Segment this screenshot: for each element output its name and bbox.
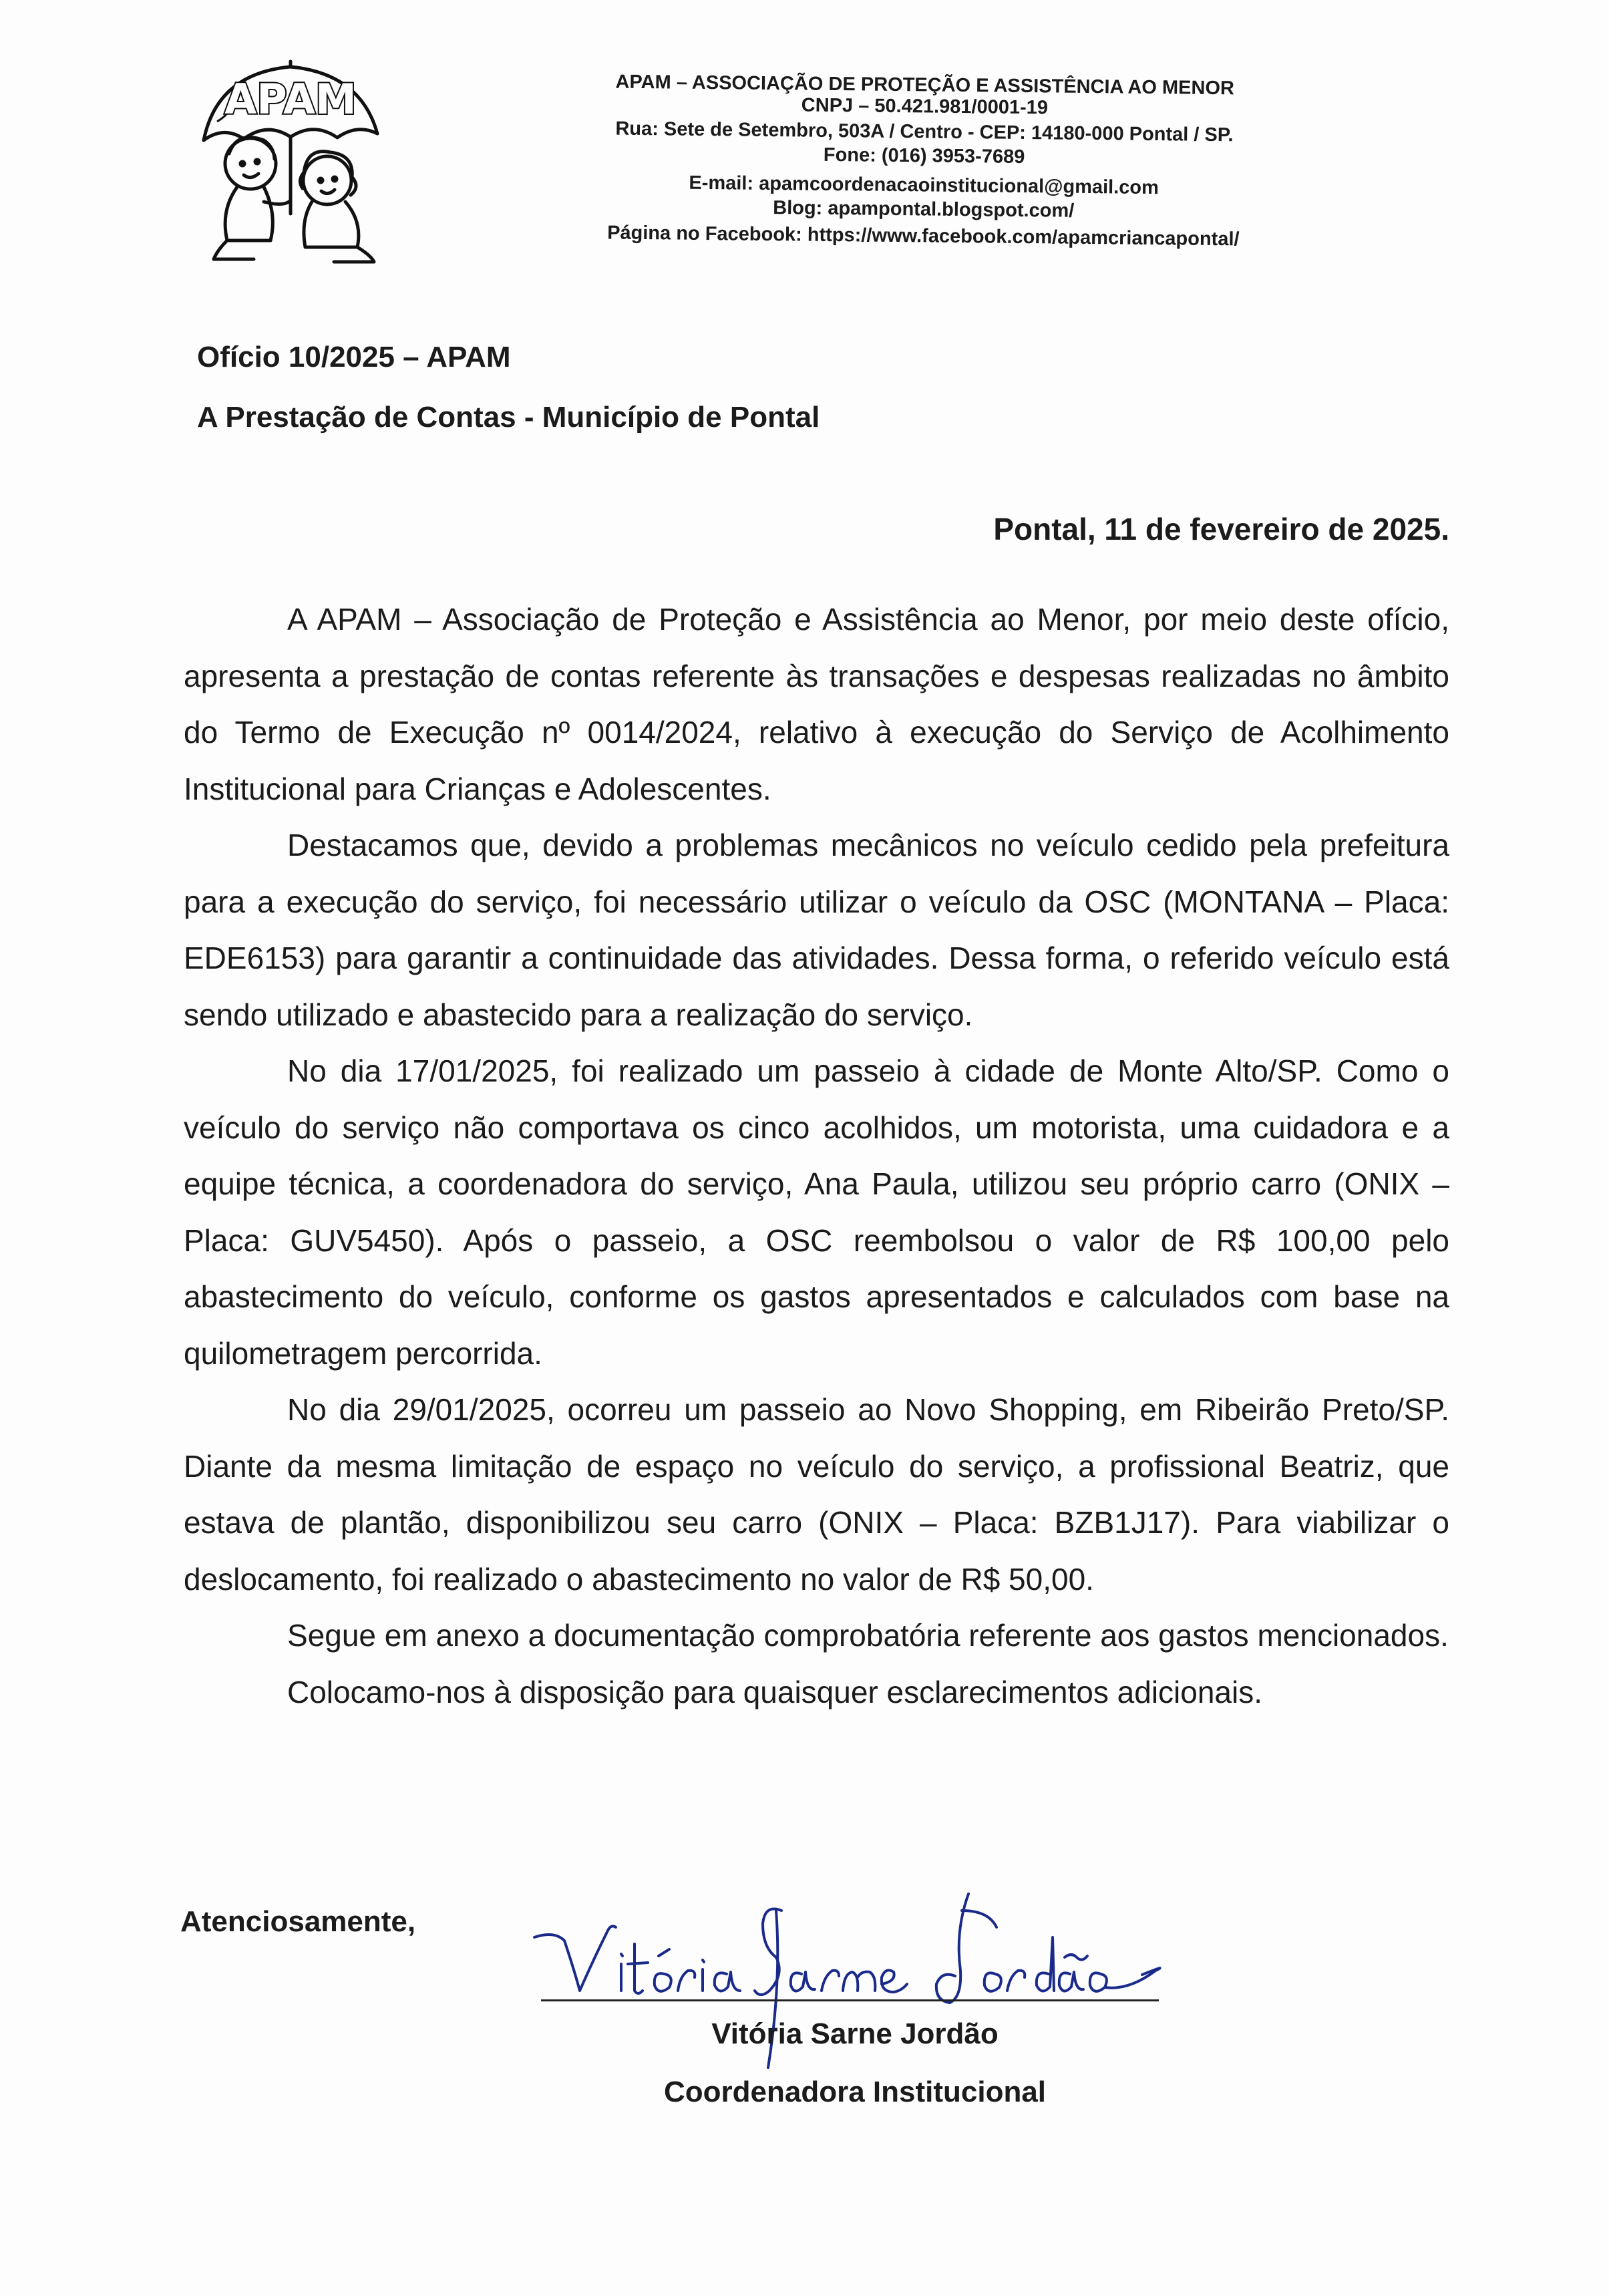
- letterhead: [512, 65, 1336, 256]
- logo-text: APAM: [224, 75, 357, 124]
- paragraph: Colocamo-nos à disposição para quaisquer esclarecimentos adicionais.: [287, 1674, 1263, 1709]
- paragraph: No dia 29/01/2025, ocorreu um passeio ao Novo Shopping, em Ribeirão Preto/SP. Diante da mesma limitação de espaço no veículo do serviço, a profissional Beatriz, que estava de plantão, disponibilizou seu carro (ONIX – Placa: BZB1J17). Para viabilizar o deslocamento, foi realizado o abastecimento no valor de R$ 50,00.: [184, 1392, 1449, 1597]
- apam-logo-icon: [190, 47, 391, 267]
- letter-body: [184, 591, 1449, 1720]
- paragraph: No dia 17/01/2025, foi realizado um passeio à cidade de Monte Alto/SP. Como o veículo do serviço não comportava os cinco acolhidos, um motorista, uma cuidadora e a equipe técnica, a coordenadora do serviço, Ana Paula, utilizou seu próprio carro (ONIX – Placa: GUV5450). Após o passeio, a OSC reembolsou o valor de R$ 100,00 pelo abastecimento do veículo, conforme os gastos apresentados e calculados com base na quilometragem percorrida.: [184, 1053, 1449, 1371]
- handwritten-signature: [528, 1891, 1169, 2098]
- org-email: E-mail: apamcoordenacaoinstitucional@gmail.com: [689, 172, 1159, 199]
- org-blog: Blog: apampontal.blogspot.com/: [773, 197, 1075, 222]
- signature-line: [541, 1999, 1159, 2001]
- org-cnpj: CNPJ – 50.421.981/0001-19: [801, 94, 1049, 119]
- signatory-name: Vitória Sarne Jordão: [711, 2017, 999, 2050]
- date-line: Pontal, 11 de fevereiro de 2025.: [993, 512, 1449, 546]
- org-address: Rua: Sete de Setembro, 503A / Centro - CEP: 14180-000 Pontal / SP.: [615, 118, 1234, 146]
- oficio-number: Ofício 10/2025 – APAM: [197, 341, 511, 373]
- org-name: APAM – ASSOCIAÇÃO DE PROTEÇÃO E ASSISTÊNCIA AO MENOR: [615, 71, 1235, 100]
- org-facebook: Página no Facebook: https://www.facebook.com/apamcriancapontal/: [606, 222, 1240, 251]
- closing: Atenciosamente,: [180, 1905, 416, 1938]
- recipient-line: A Prestação de Contas - Município de Pontal: [197, 401, 820, 434]
- signatory-role: Coordenadora Institucional: [663, 2076, 1047, 2108]
- paragraph: Segue em anexo a documentação comprobatória referente aos gastos mencionados.: [287, 1618, 1449, 1653]
- org-phone: Fone: (016) 3953-7689: [823, 144, 1025, 168]
- paragraph: Destacamos que, devido a problemas mecânicos no veículo cedido pela prefeitura para a execução do serviço, foi necessário utilizar o veículo da OSC (MONTANA – Placa: EDE6153) para garantir a continuidade das atividades. Dessa forma, o referido veículo está sendo utilizado e abastecido para a realização do serviço.: [184, 828, 1449, 1032]
- paragraph: A APAM – Associação de Proteção e Assistência ao Menor, por meio deste ofício, apresenta a prestação de contas referente às transações e despesas realizadas no âmbito do Termo de Execução nº 0014/2024, relativo à execução do Serviço de Acolhimento Institucional para Crianças e Adolescentes.: [184, 602, 1449, 806]
